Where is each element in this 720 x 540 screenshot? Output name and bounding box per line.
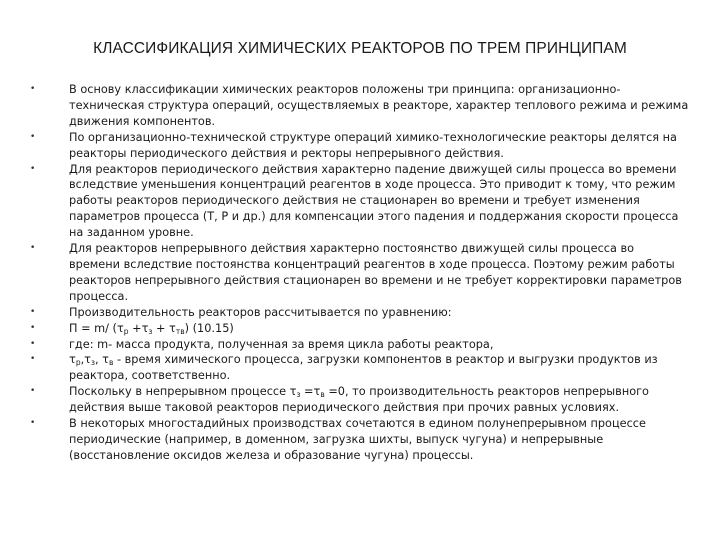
text-line: работы реакторов периодического действия не стационарен во времени и требует изменения: [69, 194, 640, 208]
tau-definition-line: $\tau_р,\tau_з$, $\tau_в$ - время химического процесса, загрузки компонентов в реактор и выгрузки продуктов из: [69, 353, 658, 368]
list-item: [30, 241, 692, 305]
bullet-icon: •: [30, 131, 36, 142]
text-line: движения компонентов.: [69, 114, 216, 128]
text-line: реакторы периодического действия и ректоры непрерывного действия.: [69, 146, 504, 160]
list-item: [30, 162, 692, 242]
text-line: техническая структура операций, осуществляемых в реакторе, характер теплового режима и режима: [69, 98, 689, 112]
text-line: параметров процесса (Т, Р и др.) для компенсации этого падения и поддержания скорости процесса: [69, 210, 679, 224]
bullet-icon: •: [30, 338, 36, 349]
bullet-icon: •: [30, 386, 36, 397]
text-line: (восстановление оксидов железа и образование чугуна) процессы.: [69, 448, 474, 462]
list-item: [30, 130, 692, 162]
text-line: вследствие уменьшения концентраций реагентов в ходе процесса. Это приводит к тому, что режим: [69, 178, 676, 192]
list-item: [30, 352, 692, 384]
list-item: [30, 305, 692, 321]
text-line: Для реакторов периодического действия характерно падение движущей силы процесса во времени: [69, 162, 677, 176]
text-line: Производительность реакторов рассчитывается по уравнению:: [69, 305, 452, 319]
bullet-icon: •: [30, 163, 36, 174]
text-line: реактора, соответственно.: [69, 369, 231, 383]
list-item: [30, 82, 692, 130]
list-item: [30, 384, 692, 416]
bullet-list: [30, 82, 692, 464]
bullet-icon: •: [30, 354, 36, 365]
formula-item: [30, 321, 692, 337]
text-line: реакторов непрерывного действия стационарен во времени и не требует корректировки параметров: [69, 273, 682, 287]
text-line: В некоторых многостадийных производствах сочетаются в едином полунепрерывном процессе: [69, 417, 646, 431]
text-line: процесса.: [69, 289, 129, 303]
text-line: Для реакторов непрерывного действия характерно постоянство движущей силы процесса во: [69, 242, 635, 256]
bullet-icon: •: [30, 84, 36, 94]
list-item: [30, 416, 692, 464]
bullet-icon: •: [30, 322, 36, 333]
text-line: Поскольку в непрерывном процессе $\tau_з =\tau_в =0$, то производительность реакторов непрерывного: [69, 385, 649, 400]
text-line: времени вследствие постоянства концентраций реагентов в ходе процесса. Поэтому режим работы: [69, 257, 675, 271]
slide-title: КЛАССИФИКАЦИЯ ХИМИЧЕСКИХ РЕАКТОРОВ ПО ТРЕМ ПРИНЦИПАМ: [93, 40, 627, 57]
text-line: действия выше таковой реакторов периодического действия при прочих равных условиях.: [69, 401, 620, 415]
formula: П = m/ $(\tau_р +\tau_з + \tau_{тв})$ (10.15): [69, 321, 234, 336]
text-line: на заданном уровне.: [69, 226, 194, 240]
bullet-icon: •: [30, 306, 36, 317]
list-item: [30, 337, 692, 353]
bullet-icon: •: [30, 243, 36, 254]
text-line: периодические (например, в доменном, загрузка шихты, выпуск чугуна) и непрерывные: [69, 432, 604, 446]
text-line: где: m- масса продукта, полученная за время цикла работы реактора,: [69, 337, 494, 351]
text-line: По организационно-технической структуре операций химико-технологические реакторы делятся на: [69, 130, 677, 144]
bullet-icon: •: [30, 418, 36, 429]
text-line: В основу классификации химических реакторов положены три принципа: организационно-: [69, 83, 621, 96]
